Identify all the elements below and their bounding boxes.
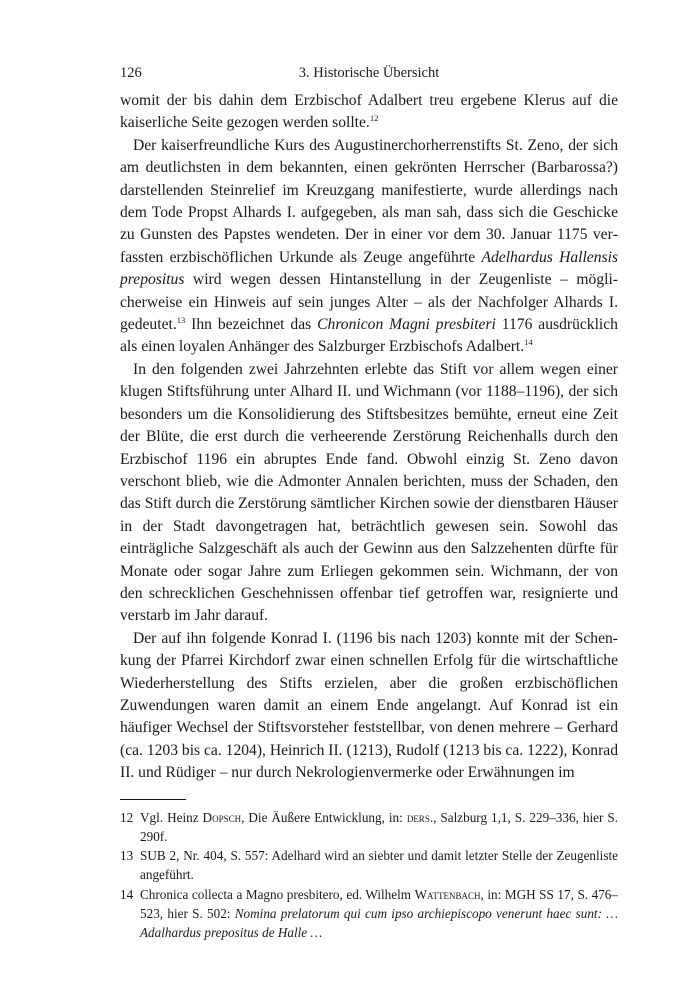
running-title: 3. Historische Übersicht	[298, 65, 440, 81]
paragraph-4	[120, 628, 618, 785]
book-page	[120, 62, 618, 943]
text-segment: In den folgenden zwei Jahrzehnten erlebte das Stift vor allem wegen einer klugen Stiftsführung unter Alhard II. und Wichmann (vor 1188–1196), der sich besonders um die Konsolidierung des Stiftsbesitzes bemühte, erneut eine Zeit der Blüte, die erst durch die verheerende Zerstörung Reichenhalls durch den Erzbischof 1196 ein abruptes Ende fand. Obwohl einzig St. Zeno davon verschont blieb, wie die Admonter Annalen berichten, muss der Schaden, den das Stift durch die Zerstörung sämtlicher Kirchen sowie der dienstbaren Häuser in der Stadt davongetragen hat, beträchtlich gewesen sein. Sowohl das einträgliche Salzgeschäft als auch der Gewinn aus den Salzzehenten dürfte für Monate oder sogar Jahre zum Erliegen gekommen sein. Wichmann, der von den schrecklichen Geschehnissen offenbar tief getroffen war, resignierte und verstarb im Jahr darauf.	[120, 360, 618, 625]
footnote-text: Chronica collecta a Magno presbitero, ed. Wilhelm	[140, 886, 415, 902]
footnote-divider	[120, 799, 186, 800]
paragraph-1	[120, 90, 618, 135]
footnote-text: SUB 2, Nr. 404, S. 557: Adelhard wird an siebter und damit letzter Stelle der Zeugenliste angeführt.	[140, 848, 618, 883]
text-segment: wird wegen dessen Hintanstellung in der Zeugenliste – möglicherweise ein Hinweis auf sein junges Alter – als der Nachfolger Alhards I. gedeutet.	[120, 271, 618, 334]
footnote-text: , in: MGH SS 17, S. 476–523, hier S. 502:	[140, 886, 618, 922]
ders-abbrev: ders.	[406, 809, 434, 825]
text-segment: Der kaiserfreundliche Kurs des Augustinerchorherrenstifts St. Zeno, der sich am deutlichsten in dem bekannten, einen gekrönten Herrscher (Barbarossa?) darstellenden Steinrelief im Kreuzgang manifestierte, wurde allerdings nach dem Tode Propst Alhards I. aufgegeben, als man sah, dass sich die Geschicke zu Gunsten des Papstes wendeten. Der in einer vor dem 30. Januar 1175 verfassten erzbischöflichen Urkunde als Zeuge angeführte	[120, 136, 618, 266]
body-text	[120, 90, 618, 785]
footnote-number: 12	[120, 809, 134, 825]
footnote-14	[120, 885, 618, 943]
running-head	[120, 62, 618, 84]
text-segment: Ihn bezeichnet das	[185, 316, 318, 334]
footnote-number: 14	[120, 886, 134, 902]
footnote-ref-13[interactable]: 13	[176, 314, 186, 325]
text-segment: Der auf ihn folgende Konrad I. (1196 bis nach 1203) konnte mit der Schenkung der Pfarrei Kirchdorf zwar einen schnellen Erfolg für die wirtschaftliche Wiederherstellung des Stifts erzielen, aber die großen erzbischöflichen Zuwendungen waren damit an einem Ende angelangt. Auf Konrad ist ein häufiger Wechsel der Stiftsvorsteher feststellbar, von denen mehrere – Gerhard (ca. 1203 bis ca. 1204), Heinrich II. (1213), Rudolf (1213 bis ca. 1222), Konrad II. und Rüdiger – nur durch Nekrologienvermerke oder Erwähnungen im	[120, 629, 619, 782]
footnote-text: , Salzburg 1,1, S. 229–336, hier S. 290f.	[140, 809, 618, 844]
italic-quotation: Nomina prelatorum qui cum ipso archiepiscopo venerunt haec sunt: … Adalhardus prepositus de Halle …	[140, 906, 618, 941]
editor-name: Wattenbach	[414, 886, 481, 902]
italic-citation: Adelhardus Hallensis prepositus	[120, 248, 618, 289]
footnotes	[120, 808, 618, 943]
footnote-12	[120, 808, 618, 847]
page-number: 126	[120, 65, 142, 81]
footnote-ref-14[interactable]: 14	[524, 337, 533, 348]
footnote-number: 13	[120, 848, 134, 864]
footnote-ref-12[interactable]: 12	[369, 113, 379, 124]
paragraph-3	[120, 359, 618, 628]
footnote-text: , Die Äußere Entwicklung, in:	[241, 809, 407, 825]
italic-title: Chronicon Magni presbiteri	[317, 316, 496, 334]
author-name: Dopsch	[202, 809, 242, 825]
text-segment: womit der bis dahin dem Erzbischof Adalbert treu ergebene Klerus auf die kaiserliche Seite gezogen werden sollte.	[120, 92, 618, 132]
footnote-text: Vgl. Heinz	[140, 809, 203, 825]
text-segment: 1176 ausdrücklich als einen loyalen Anhänger des Salzburger Erzbischofs Adalbert.	[120, 316, 618, 356]
footnote-13	[120, 846, 618, 885]
paragraph-2	[120, 135, 618, 359]
